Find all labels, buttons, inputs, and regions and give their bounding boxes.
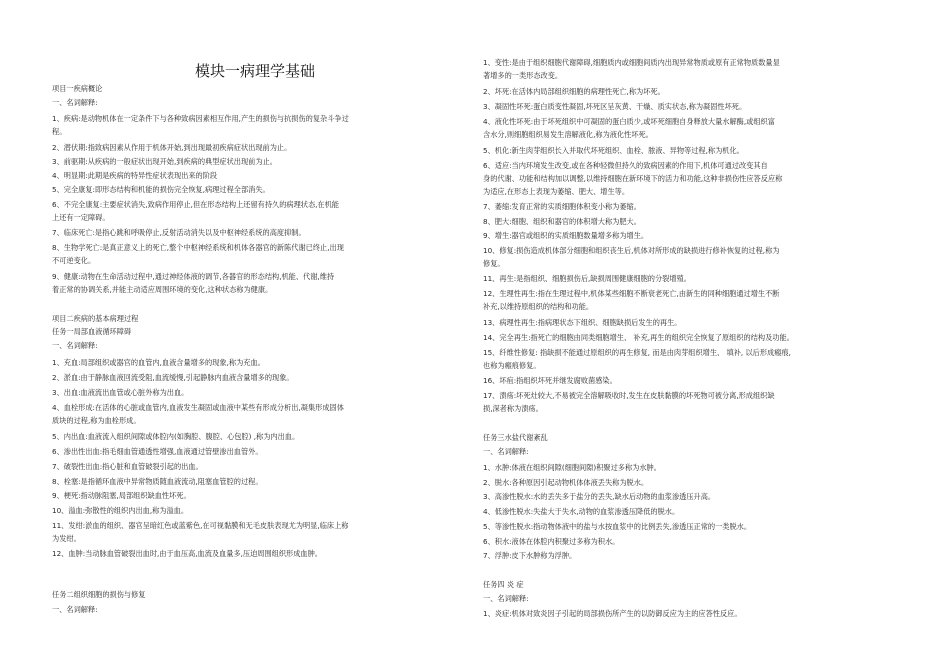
left-text-line: 9、健康:动物在生命活动过程中,通过神经体液的调节,各器官的形态结构,机能、代谢,维持 bbox=[52, 272, 335, 281]
right-text-line: 也称为瘢痕修复。 bbox=[483, 361, 541, 370]
left-text-line: 4、血栓形成:在活体的心脏或血管内,血液发生凝固或血液中某些有形成分析出,凝集形成固体 bbox=[52, 403, 344, 412]
left-text-line: 项目一疾病概论 bbox=[52, 84, 103, 93]
right-text-line: 4、液化性坏死:由于坏死组织中可凝固的蛋白质少,或坏死细胞自身释放大量水解酶,或组织富 bbox=[483, 117, 775, 126]
left-text-line: 任务一局部血液循环障碍 bbox=[52, 327, 132, 336]
left-text-line: 不可逆变化。 bbox=[52, 256, 96, 265]
right-text-line: 3、高渗性脱水:水的丢失多于盐分的丢失,缺水后动物的血浆渗透压升高。 bbox=[483, 492, 716, 501]
left-text-line: 9、梗死:指动脉阻塞,局部组织缺血性坏死。 bbox=[52, 491, 191, 500]
left-text-line: 一、名词解释: bbox=[52, 341, 98, 350]
page-title: 模块一病理学基础 bbox=[195, 62, 316, 80]
left-text-line: 上还有一定障碍。 bbox=[52, 213, 110, 222]
left-text-line: 6、不完全康复:主要症状消失,致病作用停止,但在形态结构上还留有持久的病理状态,在机能 bbox=[52, 200, 339, 209]
left-text-line: 质块的过程,称为血栓形成。 bbox=[52, 416, 141, 425]
right-text-line: 15、纤维性修复: 指缺损不能通过原组织的再生修复, 而是由肉芽组织增生、 填补, 以后形成瘢痕, bbox=[483, 348, 791, 357]
left-text-line: 任务二组织细胞的损伤与修复 bbox=[52, 590, 146, 599]
left-text-line: 3、前驱期:从疾病的一般症状出现开始,到疾病的典型症状出现前为止。 bbox=[52, 157, 277, 166]
right-text-line: 补充,以维持原组织的结构和功能。 bbox=[483, 302, 594, 311]
left-text-line: 11、发绀:淤血的组织、器官呈暗红色或蓝紫色,在可视黏膜和无毛皮肤表现尤为明显,临床上称 bbox=[52, 521, 349, 530]
right-text-line: 为适应,在形态上表现为萎缩、肥大、增生等。 bbox=[483, 187, 630, 196]
left-text-line: 7、破裂性出血:指心脏和血管破裂引起的出血。 bbox=[52, 462, 203, 471]
left-text-line: 6、渗出性出血:指毛细血管通透性增强,血液通过管壁渗出血管外。 bbox=[52, 447, 263, 456]
right-text-line: 1、水肿:体液在组织间隙(细胞间隙)积聚过多称为水肿。 bbox=[483, 463, 661, 472]
left-text-line: 5、内出血:血液流入组织间隙或体腔内(如胸腔、腹腔、心包腔) ,称为内出血。 bbox=[52, 432, 300, 441]
left-text-line: 1、疾病:是动物机体在一定条件下与各种致病因素相互作用,产生的损伤与抗损伤的复杂斗争过 bbox=[52, 114, 349, 123]
right-text-line: 5、等渗性脱水:指动物体液中的盐与水按血浆中的比例丢失,渗透压正常的一类脱水。 bbox=[483, 522, 752, 531]
right-text-line: 4、低渗性脱水:失盐大于失水,动物的血浆渗透压降低的脱水。 bbox=[483, 507, 680, 516]
left-text-line: 3、出血:血液流出血管或心脏外称为出血。 bbox=[52, 388, 189, 397]
right-text-line: 含水分,则细胞组织易发生溶解液化,称为液化性坏死。 bbox=[483, 130, 653, 139]
right-text-line: 损,深者称为溃疡。 bbox=[483, 404, 543, 413]
left-text-line: 8、栓塞:是指循环血液中异常物质随血液流动,阻塞血管腔的过程。 bbox=[52, 477, 263, 486]
right-text-line: 16、坏疽:指组织坏死并继发腐败菌感染。 bbox=[483, 376, 617, 385]
right-text-line: 一、名词解释: bbox=[483, 594, 529, 603]
right-text-line: 6、积水:液体在体腔内积聚过多称为积水。 bbox=[483, 537, 620, 546]
left-text-line: 12、血肿:当动脉血管破裂出血时,由于血压高,血流及血量多,压迫周围组织形成血肿。 bbox=[52, 549, 322, 558]
right-text-line: 1、炎症:机体对致炎因子引起的局部损伤所产生的以防御反应为主的应答性反应。 bbox=[483, 609, 742, 618]
left-text-line: 10、溢血:弥散性的组织内出血,称为溢血。 bbox=[52, 506, 189, 515]
right-text-line: 10、修复:损伤造成机体部分细胞和组织丧生后,机体对所形成的缺损进行修补恢复的过程,称为 bbox=[483, 246, 780, 255]
left-text-line: 项目二疾病的基本病理过程 bbox=[52, 314, 139, 323]
right-text-line: 7、浮肿:皮下水肿称为浮肿。 bbox=[483, 551, 577, 560]
right-text-line: 12、生理性再生:指在生理过程中,机体某些细胞不断衰老死亡,由新生的同种细胞通过增生不断 bbox=[483, 289, 780, 298]
left-text-line: 4、明显期:此期是疾病的特异性症状表现出来的阶段 bbox=[52, 171, 218, 180]
left-text-line: 2、淤血:由于静脉血液回流受阻,血流缓慢,引起静脉内血液含量增多的现象。 bbox=[52, 373, 294, 382]
right-text-line: 9、增生:器官或组织的实质细胞数量增多称为增生。 bbox=[483, 231, 649, 240]
right-text-line: 7、萎缩:发育正常的实质细胞体积变小称为萎缩。 bbox=[483, 202, 641, 211]
left-text-line: 程。 bbox=[52, 127, 67, 136]
right-text-line: 2、脱水:各种原因引起动物机体体液丢失称为脱水。 bbox=[483, 478, 649, 487]
right-text-line: 2、坏死:在活体内局部组织细胞的病理性死亡,称为坏死。 bbox=[483, 87, 665, 96]
left-text-line: 一、名词解释: bbox=[52, 605, 98, 614]
left-text-line: 2、潜伏期:指致病因素从作用于机体开始,到出现最初疾病症状出现前为止。 bbox=[52, 143, 292, 152]
left-text-line: 着正常的协调关系,并能主动适应周围环境的变化,这种状态称为健康。 bbox=[52, 285, 273, 294]
right-text-line: 17、溃疡:坏死灶较大,不易被完全溶解吸收时,发生在皮肤黏膜的坏死物可被分离,形成组织缺 bbox=[483, 391, 775, 400]
right-text-line: 5、机化:新生肉芽组织长入并取代坏死组织、血栓、脓液、异物等过程,称为机化。 bbox=[483, 146, 744, 155]
right-text-line: 一、名词解释: bbox=[483, 447, 529, 456]
right-text-line: 13、病理性再生:指病理状态下组织、细胞缺损后发生的再生。 bbox=[483, 318, 682, 327]
right-text-line: 14、完全再生:指死亡的细胞由同类细胞增生、 补充,再生的组织完全恢复了原组织的结构及功能。 bbox=[483, 333, 794, 342]
left-text-line: 7、临床死亡:是指心跳和呼吸停止,反射活动消失以及中枢神经系统的高度抑制。 bbox=[52, 228, 306, 237]
right-text-line: 11、再生:是指组织、细胞损伤后,缺损周围健康细胞的分裂增殖。 bbox=[483, 274, 691, 283]
left-text-line: 1、充血:局部组织或器官的血管内,血液含量增多的现象,称为充血。 bbox=[52, 358, 265, 367]
right-text-line: 任务三水盐代谢紊乱 bbox=[483, 433, 548, 442]
right-text-line: 修复。 bbox=[483, 259, 505, 268]
right-text-line: 6、适应:当内环境发生改变,或在各种轻微但持久的致病因素的作用下,机体可通过改变其自 bbox=[483, 161, 768, 170]
right-text-line: 8、肥大:细胞、组织和器官的体积增大称为肥大。 bbox=[483, 217, 641, 226]
left-text-line: 8、生物学死亡:是真正意义上的死亡,整个中枢神经系统和机体各器官的新陈代谢已终止,出现 bbox=[52, 243, 344, 252]
right-text-line: 身的代谢、功能和结构加以调整,以维持细胞在新环境下的活力和功能,这种非损伤性应答反应称 bbox=[483, 174, 783, 183]
left-text-line: 5、完全康复:即形态结构和机能的损伤完全恢复,病理过程全部消失。 bbox=[52, 185, 270, 194]
right-text-line: 著增多的一类形态改变。 bbox=[483, 71, 563, 80]
left-text-line: 一、名词解释: bbox=[52, 98, 98, 107]
left-text-line: 为发绀。 bbox=[52, 534, 81, 543]
right-text-line: 1、变性:是由于组织细胞代谢障碍,细胞质内或细胞间质内出现异常物质或原有正常物质数量显 bbox=[483, 58, 780, 67]
right-text-line: 3、凝固性坏死:蛋白质变性凝固,坏死区呈灰黄、干燥、质实状态,称为凝固性坏死。 bbox=[483, 102, 747, 111]
right-text-line: 任务四 炎 症 bbox=[483, 580, 524, 589]
